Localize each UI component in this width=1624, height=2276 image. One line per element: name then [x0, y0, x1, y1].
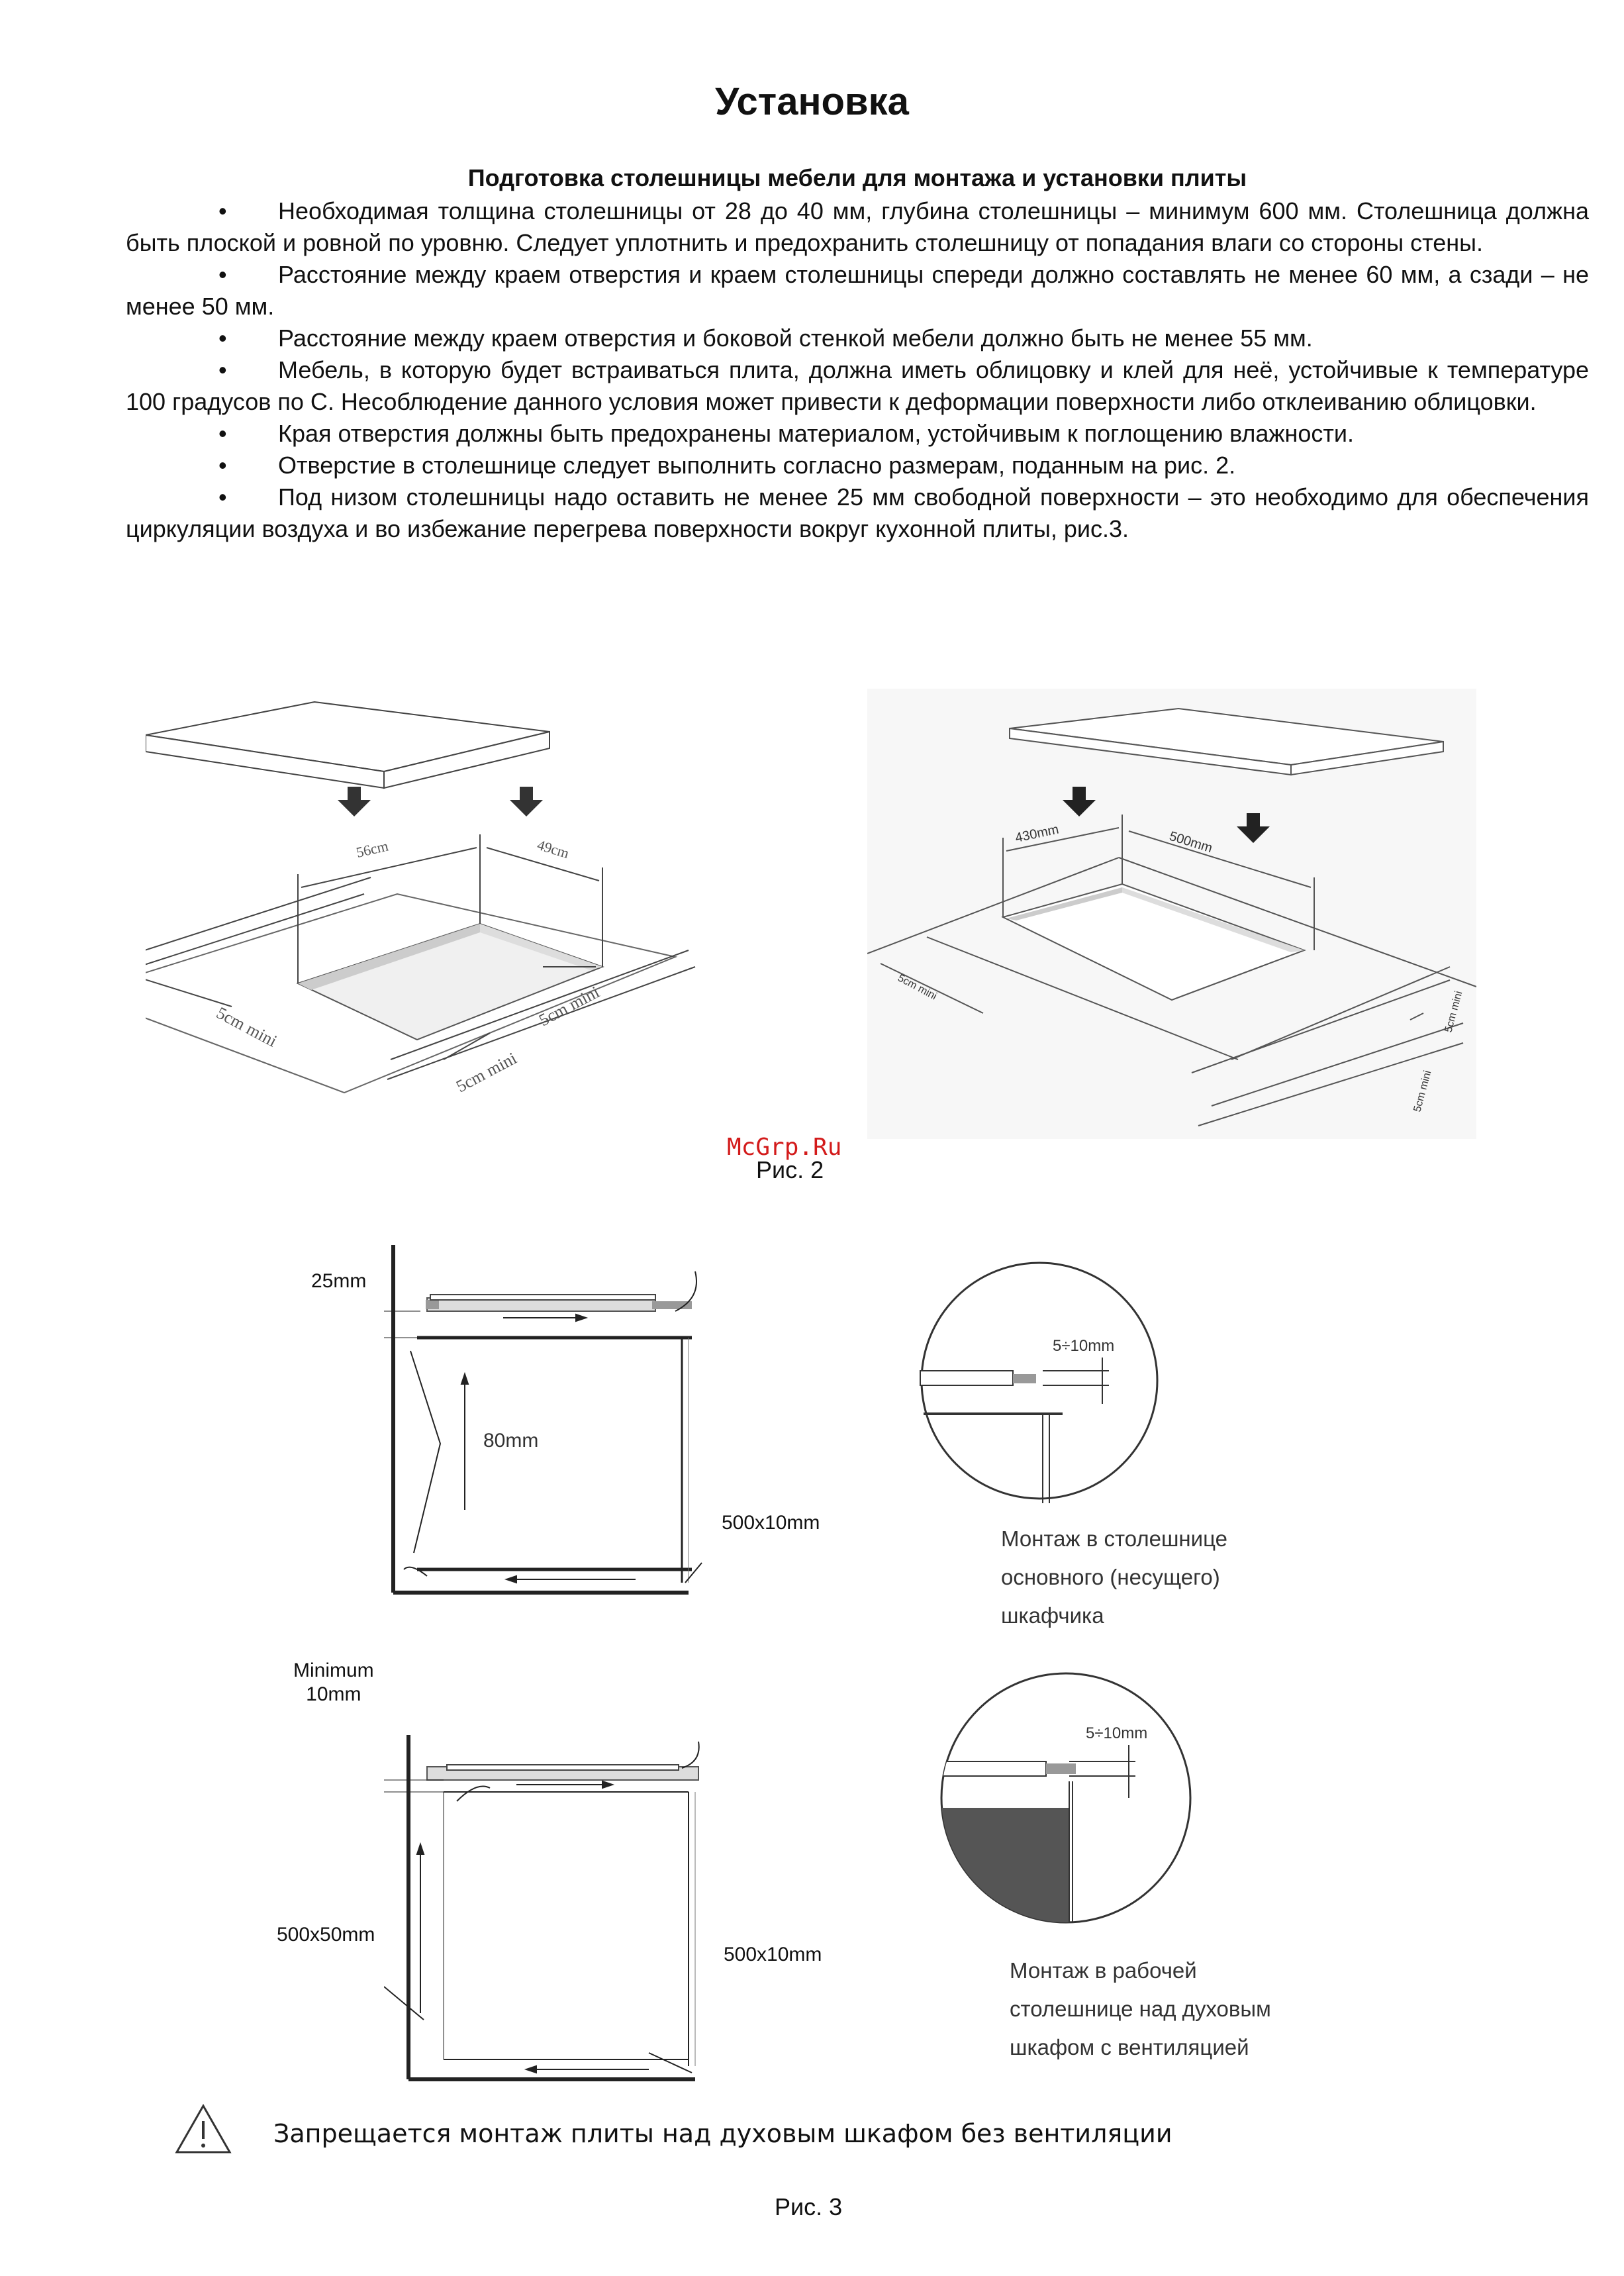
bullet-icon: • [218, 356, 227, 383]
cutout-diagram-left [146, 689, 741, 1113]
detail-label: 5÷10mm [1086, 1724, 1148, 1742]
list-item: • Под низом столешницы надо оставить не менее 25 мм свободной поверхности – это необходимо для обеспечения циркуляции воздуха и во избежание перегрева поверхности вокруг кухонной плиты, рис.3. [126, 481, 1589, 545]
list-item: • Мебель, в которую будет встраиваться плита, должна иметь облицовку и клей для неё, устойчивые к температуре 100 градусов по С. Несоблюдение данного условия может привести к деформации поверхности либо отклеиванию облицовки. [126, 354, 1589, 418]
bullet-icon: • [218, 261, 227, 288]
detail-circle-bottom [937, 1669, 1195, 1927]
watermark: McGrp.Ru [727, 1134, 842, 1161]
min-label: Minimum 10mm [293, 1659, 374, 1705]
figure-caption: Рис. 3 [775, 2193, 843, 2220]
note-bottom: Монтаж в рабочей столешнице над духовым шкафом с вентиляцией [1010, 1958, 1271, 2059]
height-label: 80mm [483, 1430, 539, 1452]
bullet-icon: • [218, 420, 227, 447]
dim-depth-label: 49cm [535, 836, 571, 862]
dim-width-label: 430mm [1014, 822, 1061, 846]
mini-front-label: 5cm mini [1411, 1069, 1434, 1114]
section-heading: Подготовка столешницы мебели для монтажа и установки плиты [467, 164, 1247, 191]
dim-width-label: 56cm [354, 837, 390, 861]
warning-icon [173, 2103, 233, 2155]
mini-right-label: 5cm mini [1443, 989, 1465, 1034]
mini-front-label: 5cm mini [453, 1048, 520, 1097]
vent-label: 500x10mm [724, 1944, 822, 1965]
page-title: Установка [715, 80, 909, 123]
vent-label: 500x10mm [722, 1512, 820, 1534]
bullet-icon: • [218, 452, 227, 479]
gap-label: 25mm [311, 1270, 367, 1292]
list-item: • Края отверстия должны быть предохранены материалом, устойчивым к поглощению влажности. [126, 418, 1589, 450]
mini-left-label: 5cm mini [896, 972, 939, 1003]
cabinet-diagram-bottom [384, 1735, 755, 2093]
mini-left-label: 5cm mini [213, 1003, 281, 1051]
detail-label: 5÷10mm [1053, 1337, 1115, 1355]
bullet-icon: • [218, 197, 227, 224]
list-item: • Отверстие в столешнице следует выполнить согласно размерам, поданным на рис. 2. [126, 450, 1589, 481]
mini-right-label: 5cm mini [536, 982, 603, 1030]
list-item: • Расстояние между краем отверстия и краем столешницы спереди должно составлять не менее 60 мм, а сзади – не менее 50 мм. [126, 259, 1589, 322]
bullet-list [126, 195, 1589, 545]
list-item: • Расстояние между краем отверстия и боковой стенкой мебели должно быть не менее 55 мм. [126, 322, 1589, 354]
cabinet-diagram-top [384, 1245, 755, 1616]
dim-depth-label: 500mm [1167, 828, 1214, 856]
rear-vent-label: 500x50mm [277, 1924, 375, 1946]
list-item: • Необходимая толщина столешницы от 28 до 40 мм, глубина столешницы – минимум 600 мм. Столешница должна быть плоской и ровной по уровню. Следует уплотнить и предохранить столешницу от попадания влаги со стороны стены. [126, 195, 1589, 259]
detail-circle-top [917, 1258, 1162, 1503]
bullet-icon: • [218, 483, 227, 511]
bullet-icon: • [218, 324, 227, 352]
cutout-diagram-right [867, 689, 1476, 1139]
note-top: Монтаж в столешнице основного (несущего) шкафчика [1001, 1526, 1227, 1628]
figure-caption: Рис. 2 [756, 1156, 824, 1183]
warning-text: Запрещается монтаж плиты над духовым шкафом без вентиляции [273, 2119, 1172, 2148]
